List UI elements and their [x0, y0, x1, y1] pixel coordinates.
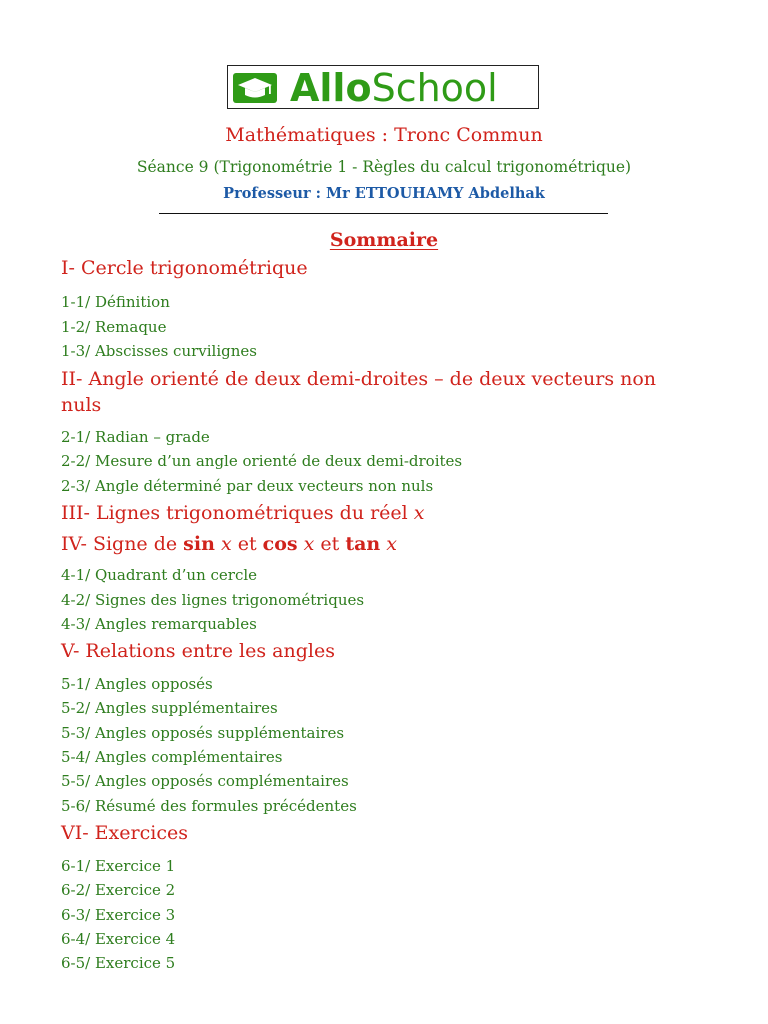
subsection-item: 1-2/ Remaque	[61, 318, 167, 336]
subsection-item: 4-2/ Signes des lignes trigonométriques	[61, 591, 365, 609]
section-heading: II- Angle orienté de deux demi-droites – de deux vecteurs non nuls	[61, 368, 657, 416]
document-title: Mathématiques : Tronc Commun	[225, 124, 543, 146]
section-heading: I- Cercle trigonométrique	[61, 257, 308, 279]
subsection-item: 5-6/ Résumé des formules précédentes	[61, 797, 357, 815]
subsection-item: 1-1/ Définition	[61, 293, 170, 311]
subsection-item: 2-3/ Angle déterminé par deux vecteurs non nuls	[61, 477, 434, 495]
sommaire-heading: Sommaire	[329, 229, 439, 251]
subsection-item: 5-3/ Angles opposés supplémentaires	[61, 724, 345, 742]
header-divider	[159, 213, 608, 214]
subsection-item: 5-4/ Angles complémentaires	[61, 748, 283, 766]
section-heading: VI- Exercices	[61, 822, 188, 844]
section-heading: III- Lignes trigonométriques du réel x	[61, 502, 425, 524]
subsection-item: 2-2/ Mesure d’un angle orienté de deux demi-droites	[61, 452, 463, 470]
subsection-item: 6-1/ Exercice 1	[61, 857, 176, 875]
section-heading: IV- Signe de sin x et cos x et tan x	[61, 533, 397, 555]
alloschool-logo[interactable]	[227, 65, 539, 109]
session-subtitle: Séance 9 (Trigonométrie 1 - Règles du calcul trigonométrique)	[136, 158, 632, 176]
professor-name: Professeur : Mr ETTOUHAMY Abdelhak	[223, 185, 545, 202]
subsection-item: 5-1/ Angles opposés	[61, 675, 213, 693]
subsection-item: 5-2/ Angles supplémentaires	[61, 699, 278, 717]
subsection-item: 4-3/ Angles remarquables	[61, 615, 257, 633]
graduation-cap-icon	[233, 73, 277, 103]
subsection-item: 4-1/ Quadrant d’un cercle	[61, 566, 258, 584]
subsection-item: 6-5/ Exercice 5	[61, 954, 176, 972]
subsection-item: 6-2/ Exercice 2	[61, 881, 176, 899]
subsection-item: 5-5/ Angles opposés complémentaires	[61, 772, 349, 790]
logo-wordmark: AlloSchool	[290, 66, 498, 110]
subsection-item: 2-1/ Radian – grade	[61, 428, 210, 446]
subsection-item: 6-3/ Exercice 3	[61, 906, 176, 924]
section-heading: V- Relations entre les angles	[61, 640, 335, 662]
subsection-item: 6-4/ Exercice 4	[61, 930, 176, 948]
subsection-item: 1-3/ Abscisses curvilignes	[61, 342, 257, 360]
